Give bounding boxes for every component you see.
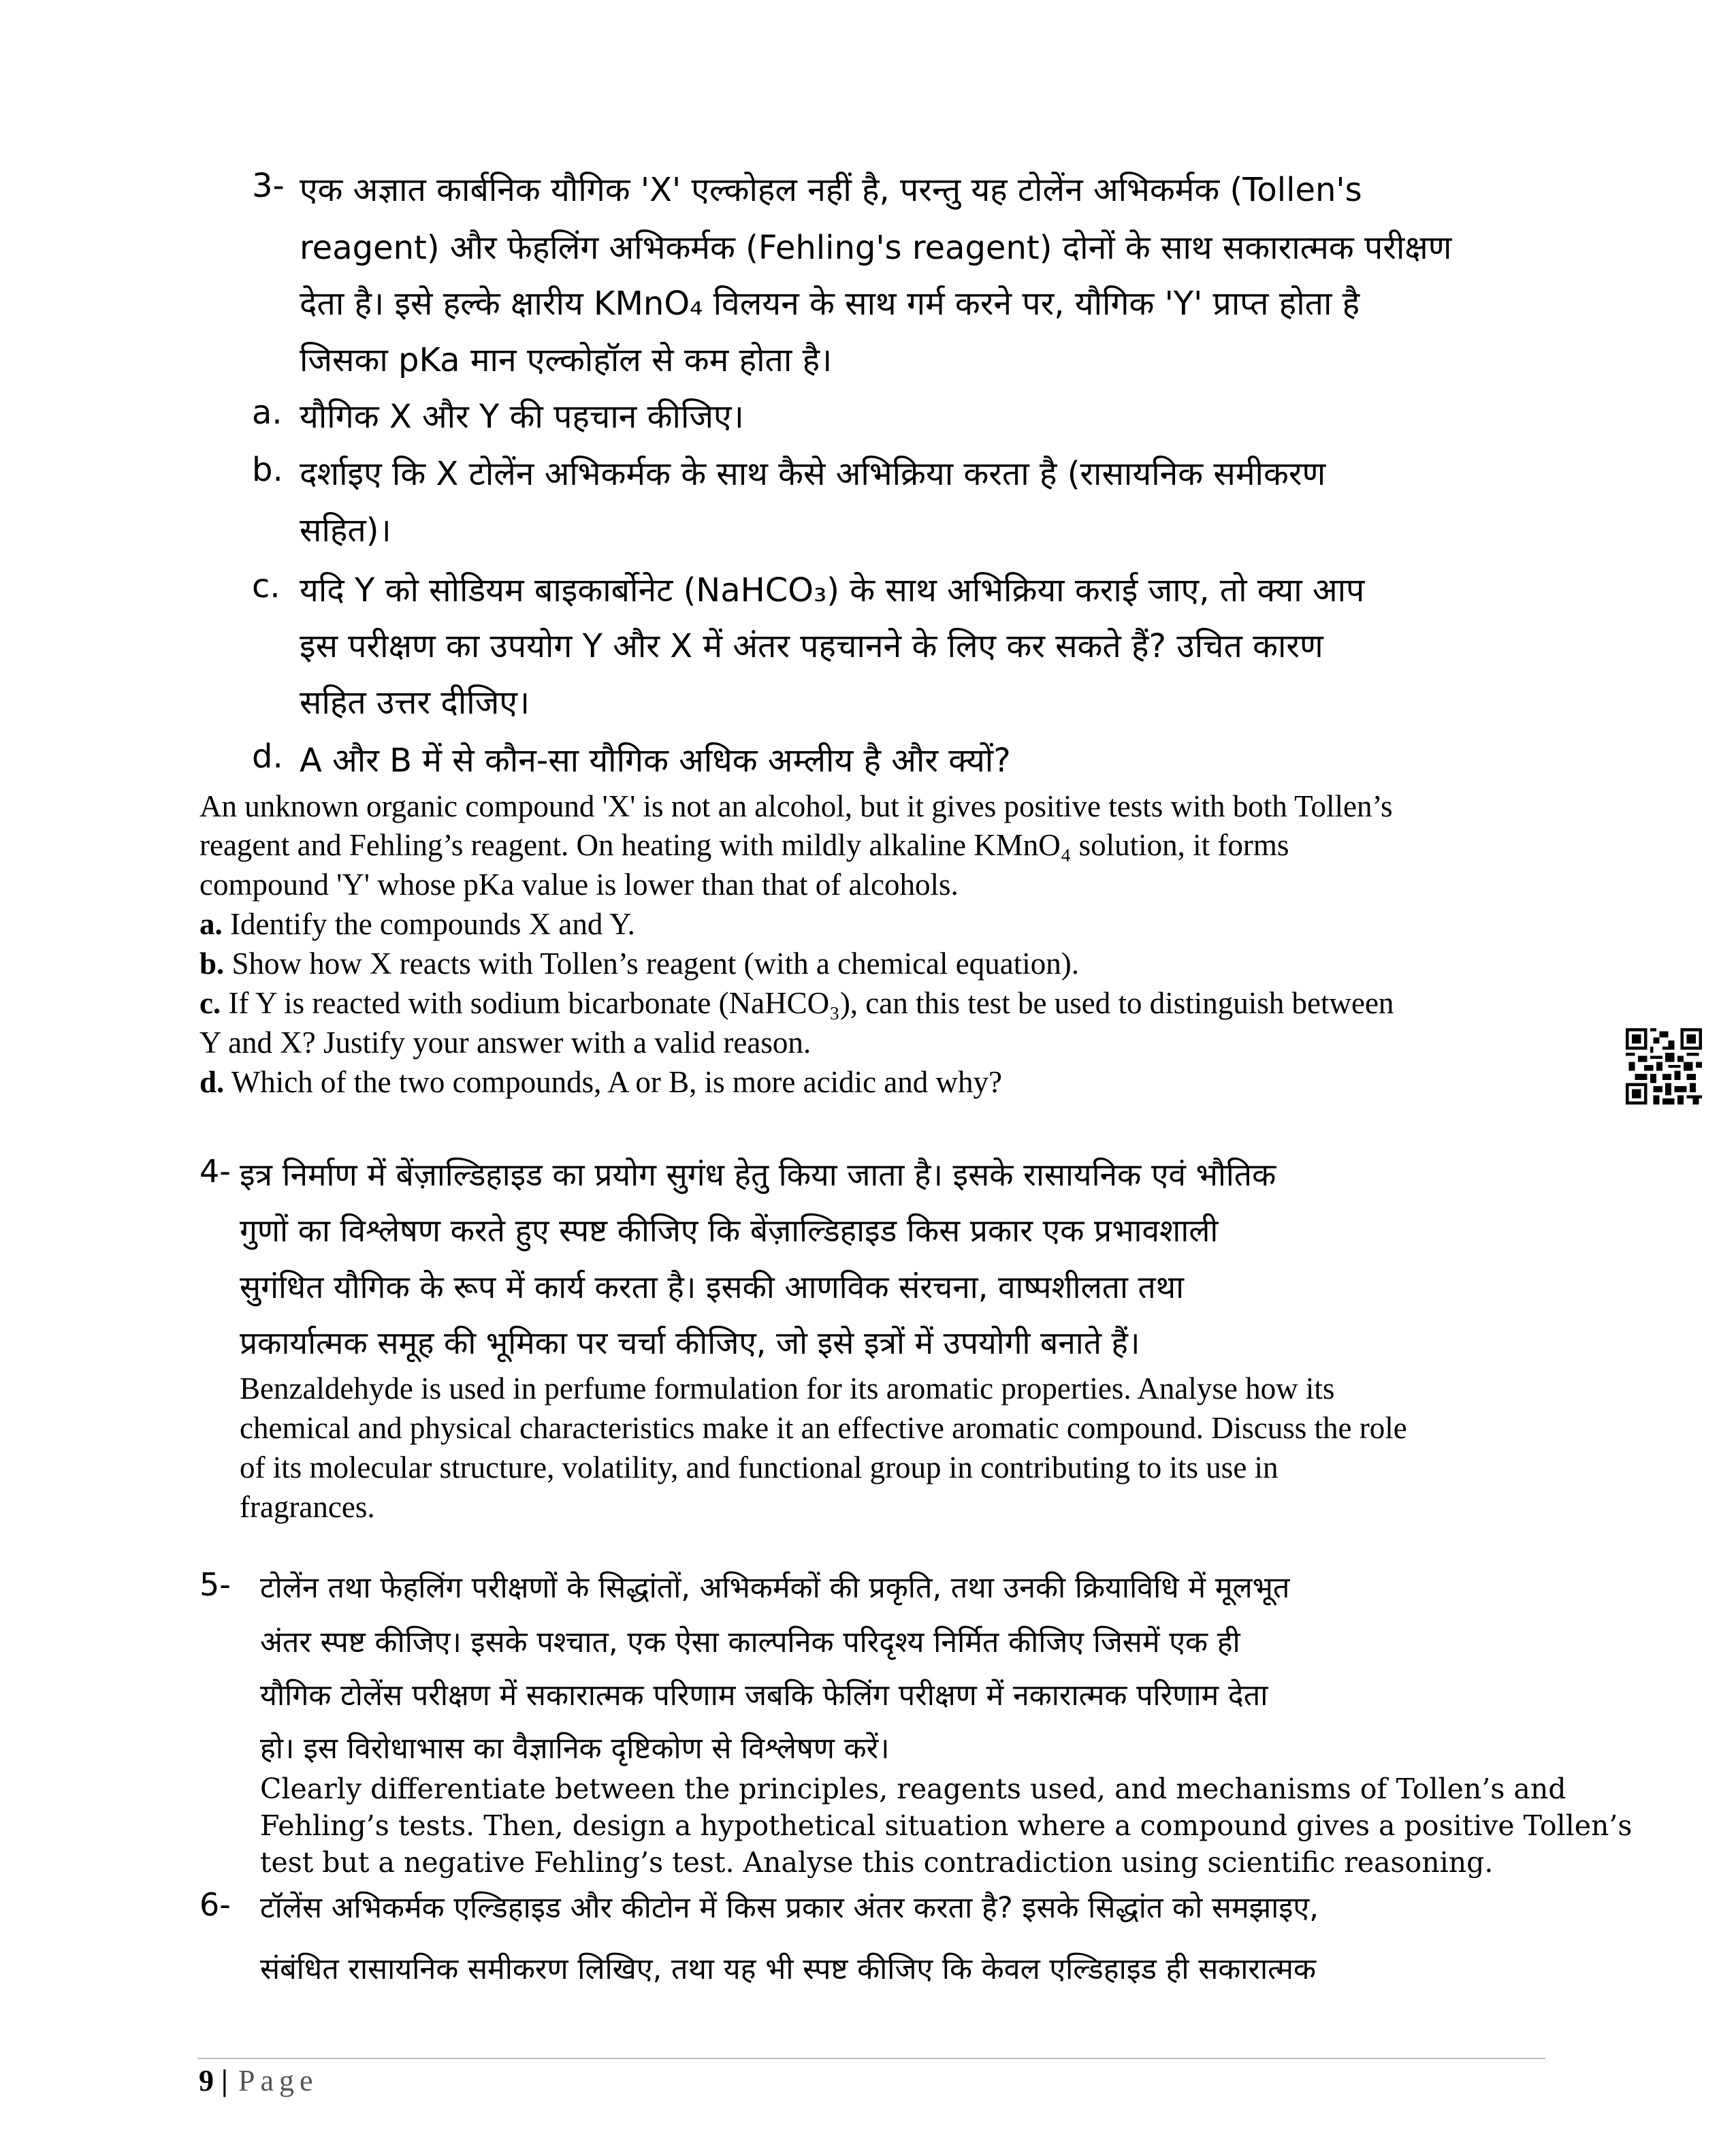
q3-sub-a: यौगिक X और Y की पहचान कीजिए।	[300, 398, 744, 436]
q3-english-d-text: Which of the two compounds, A or B, is more acidic and why?	[224, 1065, 1002, 1099]
q3-english-c-text: If Y is reacted with sodium bicarbonate (NaHCO₃), can this test be used to distinguish between	[221, 986, 1394, 1020]
q6-hindi-line-2: संबंधित रासायनिक समीकरण लिखिए, तथा यह भी स्पष्ट कीजिए कि केवल एल्डिहाइड ही सकारात्मक	[260, 1952, 1316, 1986]
qr-code	[1626, 1028, 1702, 1105]
q3-english-a	[199, 906, 635, 942]
q4-english-line-1: Benzaldehyde is used in perfume formulation for its aromatic properties. Analyse how its	[240, 1371, 1335, 1405]
q3-sub-b-label: b.	[252, 451, 283, 489]
q3-sub-c-line-2: इस परीक्षण का उपयोग Y और X में अंतर पहचानने के लिए कर सकते हैं? उचित कारण	[300, 627, 1323, 665]
q3-sub-b-line-1: दर्शाइए कि X टोलेंन अभिकर्मक के साथ कैसे अभिक्रिया करता है (रासायनिक समीकरण	[300, 455, 1326, 493]
q3-sub-d-label: d.	[252, 737, 283, 776]
q3-english-b-label: b.	[199, 947, 225, 981]
q5-hindi-line-2: अंतर स्पष्ट कीजिए। इसके पश्चात, एक ऐसा काल्पनिक परिदृश्य निर्मित कीजिए जिसमें एक ही	[260, 1625, 1240, 1659]
q5-hindi-line-1: टोलेंन तथा फेहलिंग परीक्षणों के सिद्धांतों, अभिकर्मकों की प्रकृति, तथा उनकी क्रियाविधि में मूलभूत	[260, 1571, 1290, 1605]
q3-hindi-line-2: reagent) और फेहलिंग अभिकर्मक (Fehling's reagent) दोनों के साथ सकारात्मक परीक्षण	[300, 229, 1452, 267]
q3-english-b-text: Show how X reacts with Tollen’s reagent (with a chemical equation).	[224, 947, 1079, 981]
page-number-value: 9	[199, 2064, 214, 2097]
q3-sub-d: A और B में से कौन-सा यौगिक अधिक अम्लीय है और क्यों?	[300, 742, 1011, 780]
q4-hindi-line-3: सुगंधित यौगिक के रूप में कार्य करता है। इसकी आणविक संरचना, वाष्पशीलता तथा	[240, 1269, 1185, 1305]
q3-english-a-text: Identify the compounds X and Y.	[222, 907, 635, 941]
q3-hindi-line-4: जिसका pKa मान एल्कोहॉल से कम होता है।	[300, 341, 833, 379]
q3-english-b	[199, 946, 1079, 981]
q3-sub-c-line-3: सहित उत्तर दीजिए।	[300, 684, 530, 722]
q4-english-line-2: chemical and physical characteristics make it an effective aromatic compound. Discuss the role	[240, 1411, 1407, 1445]
q4-hindi-line-1: इत्र निर्माण में बेंज़ाल्डिहाइड का प्रयोग सुगंध हेतु किया जाता है। इसके रासायनिक एवं भौतिक	[240, 1156, 1276, 1193]
q3-sub-b-line-2: सहित)।	[300, 511, 391, 550]
q4-number: 4-	[199, 1153, 231, 1190]
q3-english-c-line-2: Y and X? Justify your answer with a valid reason.	[199, 1026, 811, 1060]
q5-english-line-2: Fehling’s tests. Then, design a hypothetical situation where a compound gives a positive Tollen’s	[260, 1809, 1633, 1842]
q3-english-line-3: compound 'Y' whose pKa value is lower than that of alcohols.	[199, 868, 959, 902]
q5-english-line-3: test but a negative Fehling’s test. Analyse this contradiction using scientific reasoning.	[260, 1846, 1494, 1879]
q3-sub-c-line-1: यदि Y को सोडियम बाइकार्बोनेट (NaHCO₃) के साथ अभिक्रिया कराई जाए, तो क्या आप	[300, 571, 1365, 609]
q4-english-line-3: of its molecular structure, volatility, and functional group in contributing to its use in	[240, 1450, 1279, 1484]
q6-hindi-line-1: टॉलेंस अभिकर्मक एल्डिहाइड और कीटोन में किस प्रकार अंतर करता है? इसके सिद्धांत को समझाइए,	[260, 1891, 1319, 1925]
q3-sub-a-label: a.	[252, 394, 283, 432]
q4-hindi-line-2: गुणों का विश्लेषण करते हुए स्पष्ट कीजिए कि बेंज़ाल्डिहाइड किस प्रकार एक प्रभावशाली	[240, 1212, 1219, 1249]
q4-hindi-line-4: प्रकार्यात्मक समूह की भूमिका पर चर्चा कीजिए, जो इसे इत्रों में उपयोगी बनाते हैं।	[240, 1324, 1140, 1361]
q5-hindi-line-4: हो। इस विरोधाभास का वैज्ञानिक दृष्टिकोण से विश्लेषण करें।	[260, 1732, 890, 1766]
q3-english-d	[199, 1064, 1002, 1100]
q5-english-line-1: Clearly differentiate between the principles, reagents used, and mechanisms of Tollen’s and	[260, 1773, 1566, 1805]
q3-number: 3-	[252, 167, 285, 205]
q3-english-c-label: c.	[199, 986, 221, 1020]
q3-hindi-line-1: एक अज्ञात कार्बनिक यौगिक 'X' एल्कोहल नहीं है, परन्तु यह टोलेंन अभिकर्मक (Tollen's	[300, 171, 1362, 209]
q5-number: 5-	[199, 1566, 231, 1603]
footer-page-label: Page	[238, 2064, 319, 2097]
q6-number: 6-	[199, 1886, 231, 1923]
q5-hindi-line-3: यौगिक टोलेंस परीक्षण में सकारात्मक परिणाम जबकि फेलिंग परीक्षण में नकारात्मक परिणाम देता	[260, 1679, 1268, 1713]
q3-english-line-2: reagent and Fehling’s reagent. On heating with mildly alkaline KMnO₄ solution, it forms	[199, 828, 1289, 862]
footer-page-number	[199, 2063, 228, 2098]
q3-hindi-line-3: देता है। इसे हल्के क्षारीय KMnO₄ विलयन के साथ गर्म करने पर, यौगिक 'Y' प्राप्त होता है	[300, 285, 1360, 323]
q3-english-c	[199, 985, 1394, 1021]
footer-divider	[197, 2058, 1545, 2059]
q3-english-line-1: An unknown organic compound 'X' is not an alcohol, but it gives positive tests with both Tollen’s	[199, 789, 1393, 823]
q3-sub-c-label: c.	[252, 567, 280, 605]
q3-english-a-label: a.	[199, 907, 223, 941]
page-separator: |	[221, 2064, 228, 2097]
q4-english-line-4: fragrances.	[240, 1490, 375, 1524]
q3-english-d-label: d.	[199, 1065, 225, 1099]
